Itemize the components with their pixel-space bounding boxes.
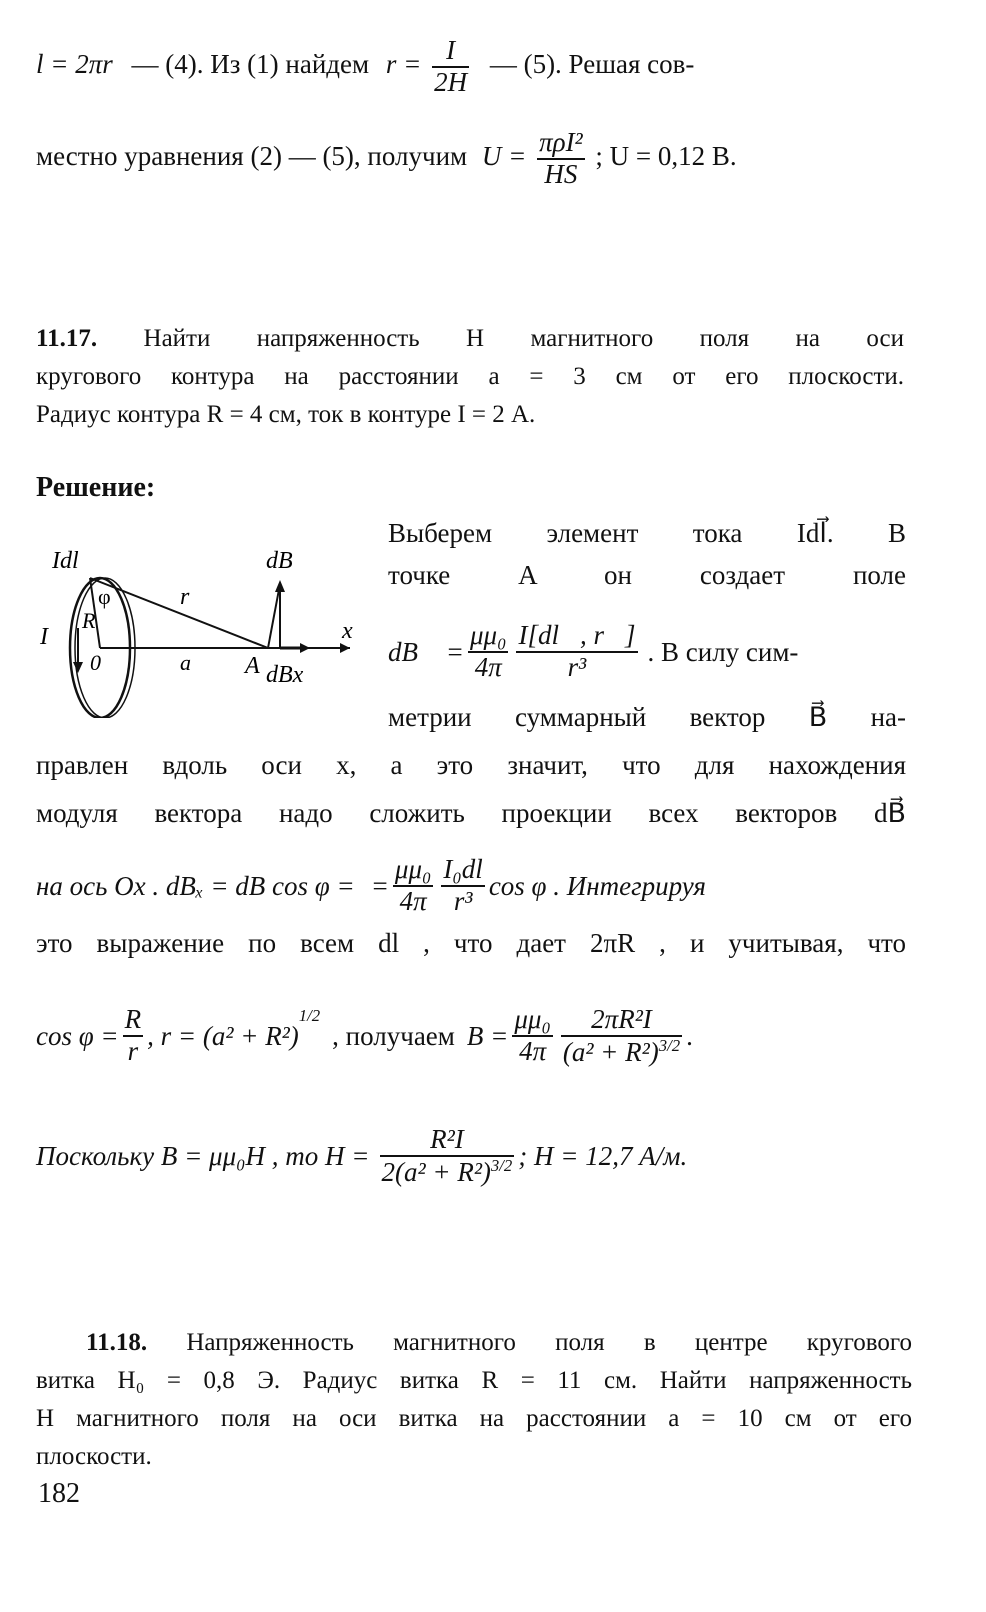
problem-text: H магнитного поля на оси витка на расстоянии a = 10 см от его bbox=[36, 1405, 912, 1432]
denominator bbox=[561, 1037, 682, 1068]
label-R: R bbox=[82, 608, 96, 633]
eq-4: l = 2πr bbox=[36, 48, 113, 79]
problem-text: витка H₀ = 0,8 Э. Радиус витка R = 11 см. Найти напряженность bbox=[36, 1367, 912, 1394]
denominator: r³ bbox=[567, 652, 587, 682]
page-number: 182 bbox=[38, 1478, 80, 1509]
solution-text: . В силу сим- bbox=[647, 636, 799, 667]
denominator: 4π bbox=[519, 1036, 547, 1066]
denominator: HS bbox=[544, 158, 578, 189]
label-x: x bbox=[342, 618, 353, 644]
fraction bbox=[537, 128, 585, 189]
formula-dB bbox=[388, 602, 906, 702]
numerator: R bbox=[123, 1005, 144, 1037]
solution-text: правлен вдоль оси x, а это значит, что для нахождения bbox=[36, 750, 906, 780]
solution-heading: Решение: bbox=[36, 472, 156, 503]
problem-11-18 bbox=[36, 1324, 912, 1476]
top-line-1 bbox=[36, 36, 906, 97]
r-line bbox=[90, 578, 268, 648]
current-arrowhead bbox=[73, 662, 83, 673]
exponent: 1/2 bbox=[298, 1006, 321, 1025]
figure-circular-loop bbox=[30, 528, 370, 718]
fraction bbox=[512, 1005, 553, 1066]
exponent: 3/2 bbox=[490, 1155, 513, 1175]
label-a: a bbox=[180, 650, 191, 675]
formula-text: Поскольку B = μμ₀H , то H = bbox=[36, 1140, 370, 1171]
formula-text: cos φ . Интегрируя bbox=[488, 870, 706, 901]
problem-text: Найти напряженность H магнитного поля на оси bbox=[143, 325, 904, 352]
solution-text: Выберем элемент тока Idl⃗. В bbox=[388, 518, 906, 548]
formula-text: cos φ = bbox=[36, 1020, 119, 1051]
numerator: πρI² bbox=[537, 128, 585, 160]
result: ; U = 0,12 В. bbox=[595, 140, 737, 171]
problem-number: 11.17. bbox=[36, 325, 98, 352]
label-phi: φ bbox=[98, 584, 111, 609]
numerator: μμ₀ bbox=[393, 855, 434, 887]
denominator: r bbox=[127, 1036, 139, 1066]
numerator: R²I bbox=[380, 1125, 515, 1157]
formula-text: = bbox=[370, 870, 389, 901]
label-I: I bbox=[40, 624, 48, 650]
fraction bbox=[393, 855, 434, 916]
formula-B bbox=[36, 976, 906, 1096]
denominator: 4π bbox=[474, 652, 502, 682]
numerator: I₀dl bbox=[441, 855, 484, 887]
denominator bbox=[380, 1157, 515, 1188]
denominator: 4π bbox=[399, 886, 427, 916]
fraction bbox=[441, 855, 484, 916]
denominator: r³ bbox=[453, 886, 473, 916]
problem-text: Напряженность магнитного поля в центре кругового bbox=[186, 1329, 912, 1356]
denominator-base: (a² + R²) bbox=[562, 1036, 659, 1067]
solution-body bbox=[36, 750, 906, 1216]
problem-number: 11.18. bbox=[86, 1329, 148, 1356]
formula-text: на ось Ox . dBₓ = dB cos φ = bbox=[36, 870, 355, 901]
problem-text: плоскости. bbox=[36, 1443, 152, 1470]
text: — (4). Из (1) найдем bbox=[131, 48, 370, 79]
label-A: A bbox=[245, 653, 260, 679]
numerator: I[dl⃗, r⃗] bbox=[516, 621, 637, 653]
solution-text: метрии суммарный вектор B⃗ на- bbox=[388, 702, 906, 732]
label-idl: Idl bbox=[52, 548, 79, 574]
problem-text: Радиус контура R = 4 см, ток в контуре I = 2 А. bbox=[36, 401, 536, 428]
u-lhs: U = bbox=[481, 140, 527, 171]
problem-11-17 bbox=[36, 320, 904, 434]
fraction bbox=[516, 621, 637, 682]
formula-lhs: dB⃗ = bbox=[388, 636, 464, 667]
formula-H bbox=[36, 1096, 906, 1216]
dBx-arrowhead bbox=[300, 643, 310, 653]
label-r: r bbox=[180, 584, 190, 610]
numerator: I bbox=[432, 36, 469, 68]
numerator: μμ₀ bbox=[512, 1005, 553, 1037]
solution-text: это выражение по всем dl , что дает 2πR , и учитывая, что bbox=[36, 928, 906, 958]
label-dbx: dBx bbox=[266, 662, 304, 688]
numerator: 2πR²I bbox=[561, 1005, 682, 1037]
formula-dBx bbox=[36, 844, 906, 928]
eq-5-lhs: r = bbox=[385, 48, 422, 79]
denominator-base: 2(a² + R²) bbox=[381, 1156, 491, 1187]
text: — (5). Решая сов- bbox=[489, 48, 695, 79]
fraction bbox=[380, 1125, 515, 1187]
solution-text: модуля вектора надо сложить проекции всех векторов dB⃗ bbox=[36, 798, 906, 828]
exponent: 3/2 bbox=[658, 1035, 681, 1055]
fraction bbox=[561, 1005, 682, 1067]
period: . bbox=[686, 1020, 693, 1051]
solution-text: точке A он создает поле bbox=[388, 560, 906, 590]
x-arrowhead bbox=[340, 643, 350, 653]
numerator: μμ₀ bbox=[468, 621, 509, 653]
denominator: 2H bbox=[434, 66, 468, 97]
label-db: dB bbox=[266, 548, 293, 574]
text: местно уравнения (2) — (5), получим bbox=[36, 140, 468, 171]
formula-text: B = bbox=[466, 1020, 509, 1051]
result: ; H = 12,7 А/м. bbox=[518, 1140, 688, 1171]
formula-text: , r = (a² + R²) bbox=[147, 1020, 299, 1051]
label-0: 0 bbox=[90, 650, 101, 675]
fraction bbox=[123, 1005, 144, 1066]
formula-text: , получаем bbox=[332, 1020, 455, 1051]
fraction bbox=[468, 621, 509, 682]
fraction bbox=[432, 36, 469, 97]
dB-slant bbox=[268, 584, 280, 648]
top-line-2 bbox=[36, 128, 737, 189]
problem-text: кругового контура на расстоянии a = 3 см от его плоскости. bbox=[36, 363, 904, 390]
solution-right-column bbox=[388, 518, 906, 742]
